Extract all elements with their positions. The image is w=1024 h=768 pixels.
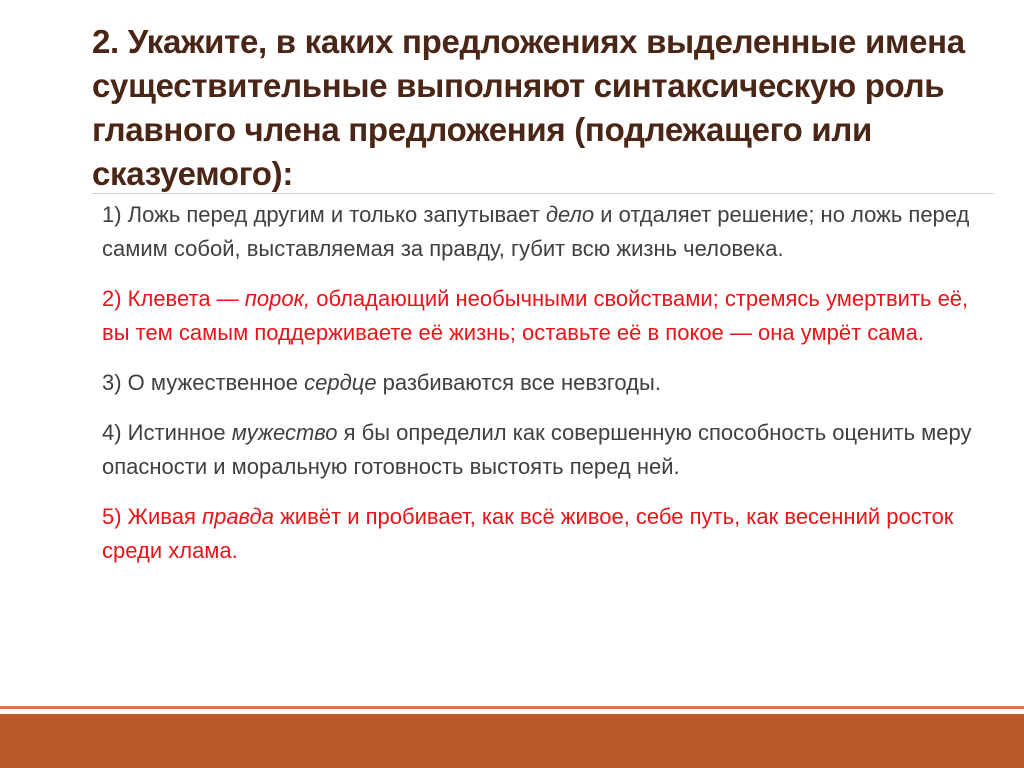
sentence-3-after: разбиваются все невзгоды. [376, 370, 661, 395]
sentence-2-highlighted-noun: порок, [244, 286, 311, 311]
sentence-2-after: обладающий необычными свойствами; стремясь умертвить её, вы тем самым поддерживаете её жизнь; оставьте её в покое — она умрёт сама. [102, 286, 969, 345]
footer-bar [0, 714, 1024, 768]
sentence-4-before: 4) Истинное [102, 420, 232, 445]
sentence-2-before: 2) Клевета — [102, 286, 245, 311]
sentence-5-correct [102, 500, 982, 568]
sentence-4-after: я бы определил как совершенную способность оценить меру опасности и моральную готовность выстоять перед ней. [102, 420, 972, 479]
sentence-1-after: и отдаляет решение; но ложь перед самим собой, выставляемая за правду, губит всю жизнь человека. [102, 202, 970, 261]
sentence-3-highlighted-noun: сердце [304, 370, 377, 395]
sentence-5-after: живёт и пробивает, как всё живое, себе путь, как весенний росток среди хлама. [102, 504, 954, 563]
title-divider [92, 193, 994, 194]
sentence-5-before: 5) Живая [102, 504, 202, 529]
sentence-3 [102, 366, 982, 400]
sentence-list [102, 198, 982, 584]
sentence-3-before: 3) О мужественное [102, 370, 305, 395]
footer-accent-line [0, 706, 1024, 709]
sentence-5-highlighted-noun: правда [201, 504, 274, 529]
sentence-4-highlighted-noun: мужество [231, 420, 338, 445]
sentence-4 [102, 416, 982, 484]
slide-title: 2. Укажите, в каких предложениях выделенные имена существительные выполняют синтаксическую роль главного члена предложения (подлежащего или сказуемого): [92, 23, 965, 192]
sentence-1 [102, 198, 982, 266]
sentence-2-correct [102, 282, 982, 350]
sentence-1-before: 1) Ложь перед другим и только запутывает [102, 202, 546, 227]
sentence-1-highlighted-noun: дело [545, 202, 595, 227]
